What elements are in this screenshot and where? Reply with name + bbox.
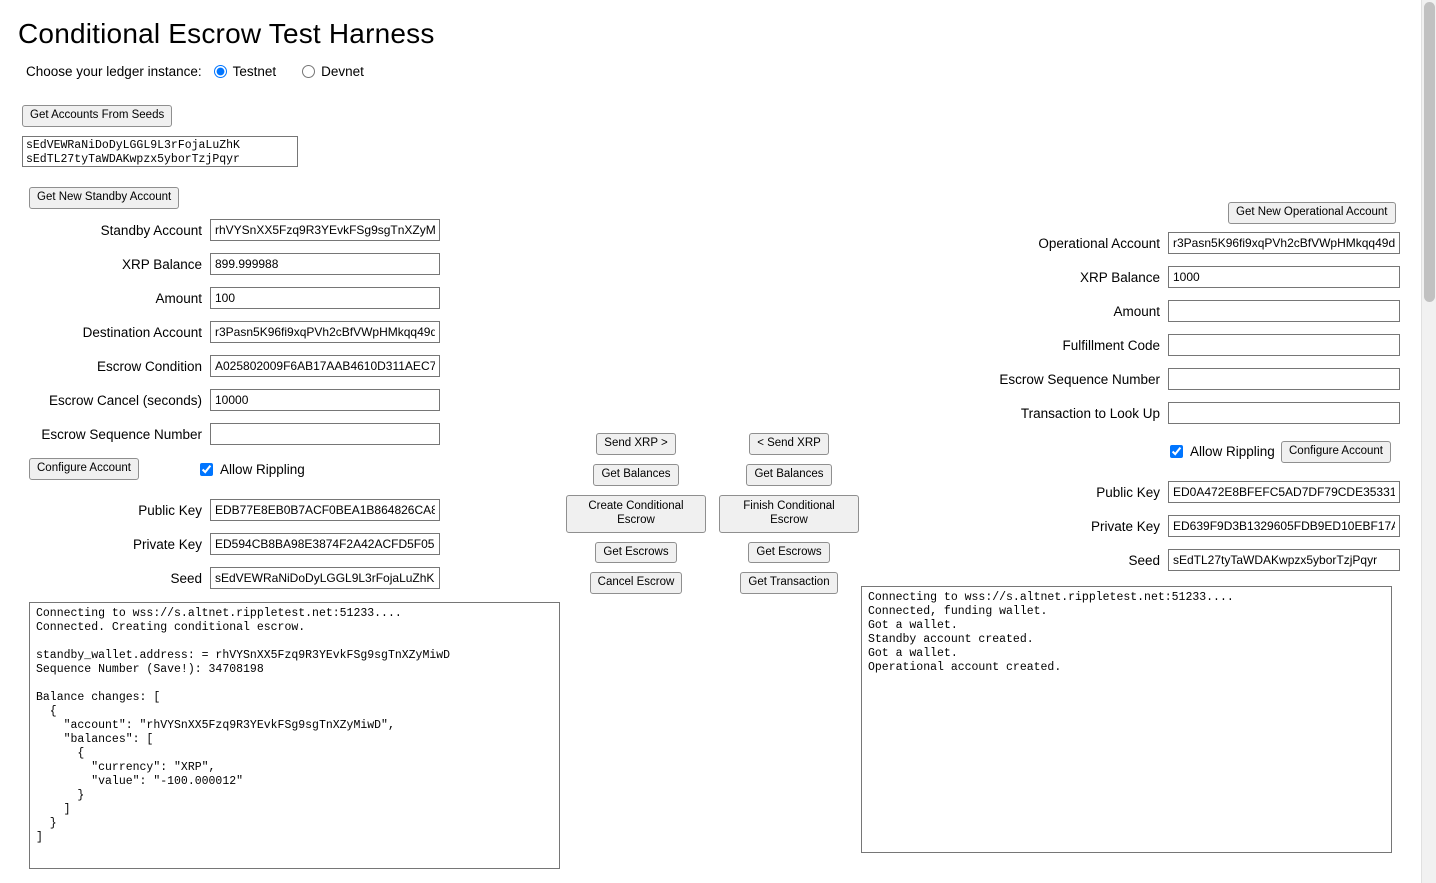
label-fulfillment-code: Fulfillment Code <box>1062 337 1160 353</box>
label-standby-xrp-balance: XRP Balance <box>121 256 202 272</box>
get-balances-operational-button[interactable]: Get Balances <box>746 464 831 486</box>
checkbox-standby-allow-rippling[interactable] <box>200 463 213 476</box>
input-fulfillment-code[interactable] <box>1168 334 1400 356</box>
label-standby-account: Standby Account <box>100 222 202 238</box>
configure-operational-account-button[interactable]: Configure Account <box>1281 441 1391 463</box>
input-operational-seed[interactable] <box>1168 549 1400 571</box>
field-row-transaction-to-look-up <box>960 396 1400 430</box>
field-row-standby-account <box>0 213 440 247</box>
ledger-instance-label: Choose your ledger instance: <box>26 64 202 79</box>
label-escrow-cancel-seconds: Escrow Cancel (seconds) <box>48 392 202 408</box>
get-escrows-standby-button[interactable]: Get Escrows <box>595 542 676 564</box>
input-operational-public-key[interactable] <box>1168 481 1400 503</box>
input-destination-account[interactable] <box>210 321 440 343</box>
input-operational-amount[interactable] <box>1168 300 1400 322</box>
radio-devnet[interactable] <box>302 65 315 78</box>
field-row-fulfillment-code <box>960 328 1400 362</box>
checkbox-operational-allow-rippling[interactable] <box>1170 445 1183 458</box>
input-escrow-cancel-seconds[interactable] <box>210 389 440 411</box>
label-transaction-to-look-up: Transaction to Look Up <box>1020 405 1160 421</box>
label-standby-seed: Seed <box>170 570 202 586</box>
label-operational-private-key: Private Key <box>1090 518 1160 534</box>
field-row-standby-public-key <box>0 493 440 527</box>
label-standby-public-key: Public Key <box>138 502 202 518</box>
get-accounts-from-seeds-button[interactable]: Get Accounts From Seeds <box>22 105 172 127</box>
field-row-standby-escrow-sequence-number <box>0 417 440 451</box>
center-actions-left <box>566 433 706 594</box>
ledger-instance-row <box>26 64 1421 79</box>
get-transaction-button[interactable]: Get Transaction <box>740 572 837 594</box>
finish-conditional-escrow-button[interactable]: Finish Conditional Escrow <box>719 495 859 533</box>
field-row-operational-xrp-balance <box>960 260 1400 294</box>
field-row-escrow-condition <box>0 349 440 383</box>
operational-allow-rippling <box>1170 444 1275 459</box>
label-operational-public-key: Public Key <box>1096 484 1160 500</box>
get-new-operational-account-button[interactable]: Get New Operational Account <box>1228 202 1396 224</box>
radio-testnet-label[interactable]: Testnet <box>232 64 277 79</box>
standby-form <box>0 213 440 451</box>
field-row-operational-amount <box>960 294 1400 328</box>
input-operational-account[interactable] <box>1168 232 1400 254</box>
get-balances-standby-button[interactable]: Get Balances <box>593 464 678 486</box>
label-standby-allow-rippling[interactable]: Allow Rippling <box>220 462 305 477</box>
field-row-destination-account <box>0 315 440 349</box>
configure-standby-account-button[interactable]: Configure Account <box>29 458 139 480</box>
input-standby-account[interactable] <box>210 219 440 241</box>
operational-keys <box>960 475 1400 577</box>
center-actions-right <box>719 433 859 594</box>
page-scrollbar[interactable] <box>1421 0 1436 883</box>
input-escrow-condition[interactable] <box>210 355 440 377</box>
label-escrow-condition: Escrow Condition <box>96 358 202 374</box>
input-standby-escrow-sequence-number[interactable] <box>210 423 440 445</box>
label-standby-private-key: Private Key <box>132 536 202 552</box>
label-operational-escrow-sequence-number: Escrow Sequence Number <box>999 371 1160 387</box>
input-standby-public-key[interactable] <box>210 499 440 521</box>
radio-devnet-label[interactable]: Devnet <box>321 64 364 79</box>
standby-allow-rippling <box>200 462 305 477</box>
input-operational-escrow-sequence-number[interactable] <box>1168 368 1400 390</box>
input-standby-seed[interactable] <box>210 567 440 589</box>
input-standby-private-key[interactable] <box>210 533 440 555</box>
label-operational-seed: Seed <box>1128 552 1160 568</box>
get-new-standby-account-button[interactable]: Get New Standby Account <box>29 187 179 209</box>
send-xrp-left-button[interactable]: < Send XRP <box>749 433 829 455</box>
input-operational-xrp-balance[interactable] <box>1168 266 1400 288</box>
field-row-standby-private-key <box>0 527 440 561</box>
label-operational-allow-rippling[interactable]: Allow Rippling <box>1190 444 1275 459</box>
ledger-radio-group <box>214 64 390 79</box>
field-row-operational-escrow-sequence-number <box>960 362 1400 396</box>
standby-keys <box>0 493 440 595</box>
get-escrows-operational-button[interactable]: Get Escrows <box>748 542 829 564</box>
field-row-standby-seed <box>0 561 440 595</box>
field-row-standby-amount <box>0 281 440 315</box>
standby-log-output[interactable] <box>29 602 560 869</box>
input-transaction-to-look-up[interactable] <box>1168 402 1400 424</box>
operational-form <box>960 226 1400 430</box>
cancel-escrow-button[interactable]: Cancel Escrow <box>590 572 683 594</box>
label-operational-account: Operational Account <box>1038 235 1160 251</box>
field-row-operational-seed <box>960 543 1400 577</box>
input-standby-amount[interactable] <box>210 287 440 309</box>
field-row-standby-xrp-balance <box>0 247 440 281</box>
page-scrollbar-thumb[interactable] <box>1424 2 1435 302</box>
operational-log-output[interactable] <box>861 586 1392 853</box>
label-operational-xrp-balance: XRP Balance <box>1079 269 1160 285</box>
label-standby-escrow-sequence-number: Escrow Sequence Number <box>41 426 202 442</box>
send-xrp-right-button[interactable]: Send XRP > <box>596 433 675 455</box>
input-operational-private-key[interactable] <box>1168 515 1400 537</box>
field-row-escrow-cancel-seconds <box>0 383 440 417</box>
seeds-textarea[interactable] <box>22 136 298 167</box>
label-standby-amount: Amount <box>155 290 202 306</box>
page-title: Conditional Escrow Test Harness <box>18 18 435 49</box>
input-standby-xrp-balance[interactable] <box>210 253 440 275</box>
field-row-operational-public-key <box>960 475 1400 509</box>
label-operational-amount: Amount <box>1113 303 1160 319</box>
create-conditional-escrow-button[interactable]: Create Conditional Escrow <box>566 495 706 533</box>
label-destination-account: Destination Account <box>82 324 202 340</box>
radio-testnet[interactable] <box>214 65 227 78</box>
field-row-operational-private-key <box>960 509 1400 543</box>
field-row-operational-account <box>960 226 1400 260</box>
